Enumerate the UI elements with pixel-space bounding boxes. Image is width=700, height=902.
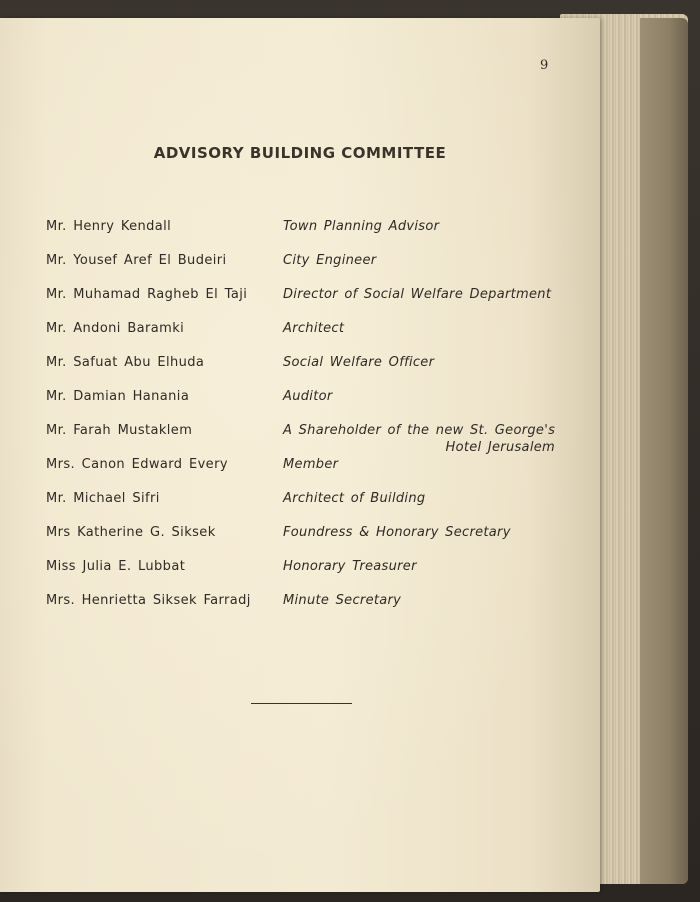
page-title: ADVISORY BUILDING COMMITTEE (153, 144, 447, 162)
member-role: Auditor (283, 389, 333, 404)
member-name: Mr. Damian Hanania (46, 389, 190, 404)
member-row (0, 321, 600, 355)
member-role: Director of Social Welfare Department (283, 287, 552, 302)
member-name: Mr. Yousef Aref El Budeiri (46, 253, 227, 268)
member-row (0, 355, 600, 389)
member-row (0, 559, 600, 593)
member-role: Honorary Treasurer (283, 559, 417, 574)
member-name: Mr. Henry Kendall (46, 219, 172, 234)
member-name: Mr. Farah Mustaklem (46, 423, 193, 438)
member-name: Mrs. Canon Edward Every (46, 457, 228, 472)
member-row (0, 287, 600, 321)
member-row (0, 491, 600, 525)
member-role: Minute Secretary (283, 593, 402, 608)
member-role: A Shareholder of the new St. George's (283, 423, 556, 438)
member-row (0, 389, 600, 423)
member-name: Mr. Michael Sifri (46, 491, 160, 506)
member-name: Mr. Muhamad Ragheb El Taji (46, 287, 248, 302)
member-role: City Engineer (283, 253, 377, 268)
member-name: Mrs Katherine G. Siksek (46, 525, 216, 540)
member-row (0, 423, 600, 457)
member-role: Foundress & Honorary Secretary (283, 525, 511, 540)
member-role: Member (283, 457, 339, 472)
member-name: Mr. Safuat Abu Elhuda (46, 355, 205, 370)
member-name: Mrs. Henrietta Siksek Farradj (46, 593, 251, 608)
member-row (0, 525, 600, 559)
member-role: Town Planning Advisor (283, 219, 440, 234)
page-number: 9 (540, 58, 549, 73)
member-role: Architect of Building (283, 491, 426, 506)
member-row (0, 593, 600, 627)
member-row (0, 219, 600, 253)
member-name: Mr. Andoni Baramki (46, 321, 185, 336)
book-page (0, 18, 600, 892)
member-row (0, 457, 600, 491)
closing-rule (251, 703, 352, 704)
member-role-continuation: Hotel Jerusalem (445, 440, 555, 455)
member-row (0, 253, 600, 287)
member-role: Social Welfare Officer (283, 355, 435, 370)
book-board (640, 18, 688, 884)
member-role: Architect (283, 321, 345, 336)
member-name: Miss Julia E. Lubbat (46, 559, 186, 574)
